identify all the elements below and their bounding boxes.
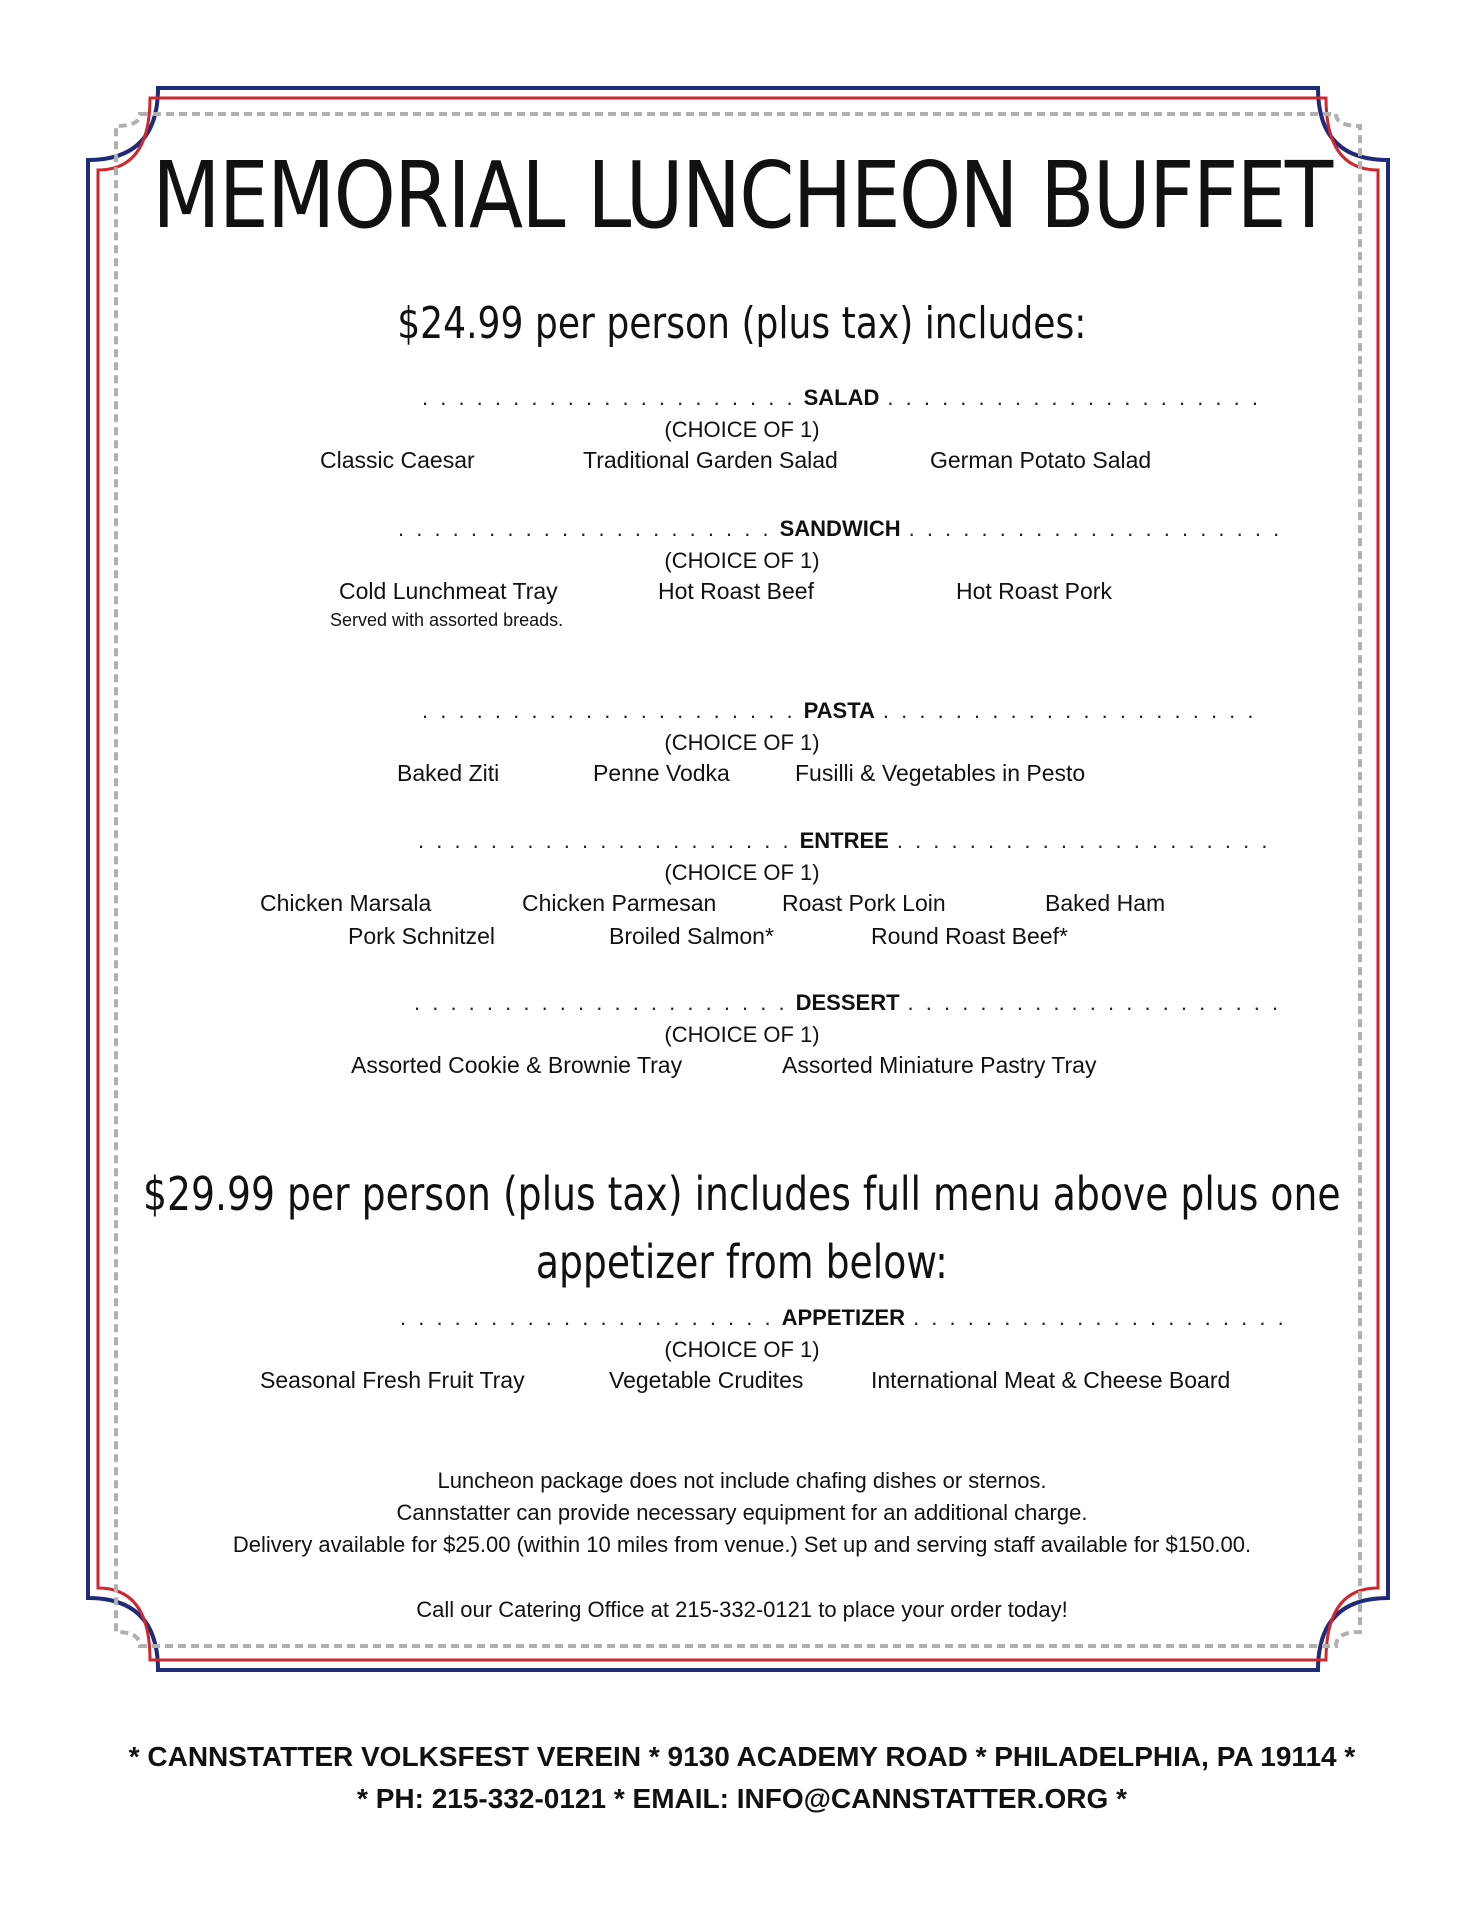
sandwich-item: Hot Roast Pork (956, 578, 1112, 604)
pasta-title: PASTA (803, 698, 875, 723)
call-to-action: Call our Catering Office at 215-332-0121 to place your order today! (416, 1597, 1068, 1622)
contact-phone-email-line: * PH: 215-332-0121 * EMAIL: INFO@CANNSTATTER.ORG * (357, 1783, 1127, 1814)
dot-leader: . . . . . . . . . . . . . . . . . . . . . (422, 698, 796, 723)
notes-block (0, 1465, 1484, 1561)
sandwich-choice-label: (CHOICE OF 1) (664, 548, 820, 573)
appetizer-choice-label: (CHOICE OF 1) (664, 1337, 820, 1362)
note-line: Delivery available for $25.00 (within 10 miles from venue.) Set up and serving staff available for $150.00. (232, 1532, 1252, 1557)
premium-price-heading (133, 1160, 1350, 1296)
pasta-heading (422, 697, 1257, 725)
entree-item: Pork Schnitzel (348, 923, 496, 949)
dot-leader: . . . . . . . . . . . . . . . . . . . . . (418, 828, 792, 853)
sandwich-heading (398, 515, 1282, 543)
dot-leader: . . . . . . . . . . . . . . . . . . . . . (882, 698, 1257, 723)
entree-item: Chicken Marsala (260, 890, 432, 916)
pasta-item: Fusilli & Vegetables in Pesto (795, 760, 1086, 786)
salad-item: Traditional Garden Salad (583, 447, 838, 473)
entree-item: Roast Pork Loin (782, 890, 946, 916)
entree-title: ENTREE (799, 828, 889, 853)
appetizer-item: International Meat & Cheese Board (871, 1367, 1231, 1393)
pasta-item: Baked Ziti (397, 760, 500, 786)
salad-title: SALAD (803, 385, 880, 410)
salad-item: Classic Caesar (320, 447, 475, 473)
premium-price-line-1: $29.99 per person (plus tax) includes full menu above plus one (143, 1167, 1341, 1221)
note-line: Luncheon package does not include chafing dishes or sternos. (437, 1468, 1047, 1493)
pasta-item: Penne Vodka (593, 760, 730, 786)
premium-price-line-2: appetizer from below: (535, 1235, 948, 1289)
sandwich-item: Cold Lunchmeat Tray (339, 578, 558, 604)
dot-leader: . . . . . . . . . . . . . . . . . . . . . (422, 385, 796, 410)
dot-leader: . . . . . . . . . . . . . . . . . . . . . (913, 1305, 1287, 1330)
dessert-choice-label: (CHOICE OF 1) (664, 1022, 820, 1047)
sandwich-note: Served with assorted breads. (330, 610, 564, 630)
appetizer-title: APPETIZER (781, 1305, 906, 1330)
entree-choice-label: (CHOICE OF 1) (664, 860, 820, 885)
page-title: MEMORIAL LUNCHEON BUFFET (152, 142, 1332, 249)
dot-leader: . . . . . . . . . . . . . . . . . . . . . (398, 516, 772, 541)
entree-item: Round Roast Beef* (871, 923, 1068, 949)
appetizer-item: Seasonal Fresh Fruit Tray (260, 1367, 525, 1393)
dessert-item: Assorted Miniature Pastry Tray (782, 1052, 1097, 1078)
dot-leader: . . . . . . . . . . . . . . . . . . . . . (400, 1305, 774, 1330)
entree-item: Broiled Salmon* (609, 923, 774, 949)
dot-leader: . . . . . . . . . . . . . . . . . . . . . (887, 385, 1261, 410)
dot-leader: . . . . . . . . . . . . . . . . . . . . . (896, 828, 1271, 853)
dessert-heading (414, 989, 1281, 1017)
basic-price-heading: $24.99 per person (plus tax) includes: (397, 298, 1087, 349)
dot-leader: . . . . . . . . . . . . . . . . . . . . . (908, 516, 1283, 541)
salad-choice-label: (CHOICE OF 1) (664, 417, 820, 442)
contact-address-line: * CANNSTATTER VOLKSFEST VEREIN * 9130 ACADEMY ROAD * PHILADELPHIA, PA 19114 * (128, 1741, 1356, 1772)
sandwich-title: SANDWICH (779, 516, 901, 541)
dessert-title: DESSERT (795, 990, 900, 1015)
sandwich-item: Hot Roast Beef (658, 578, 814, 604)
salad-item: German Potato Salad (930, 447, 1152, 473)
salad-heading (422, 384, 1261, 412)
appetizer-heading (400, 1304, 1287, 1332)
dot-leader: . . . . . . . . . . . . . . . . . . . . . (414, 990, 788, 1015)
dot-leader: . . . . . . . . . . . . . . . . . . . . . (907, 990, 1282, 1015)
dessert-item: Assorted Cookie & Brownie Tray (351, 1052, 683, 1078)
appetizer-item: Vegetable Crudites (609, 1367, 804, 1393)
entree-item: Baked Ham (1045, 890, 1166, 916)
pasta-choice-label: (CHOICE OF 1) (664, 730, 820, 755)
entree-heading (418, 827, 1270, 855)
note-line: Cannstatter can provide necessary equipment for an additional charge. (396, 1500, 1088, 1525)
entree-item: Chicken Parmesan (522, 890, 717, 916)
